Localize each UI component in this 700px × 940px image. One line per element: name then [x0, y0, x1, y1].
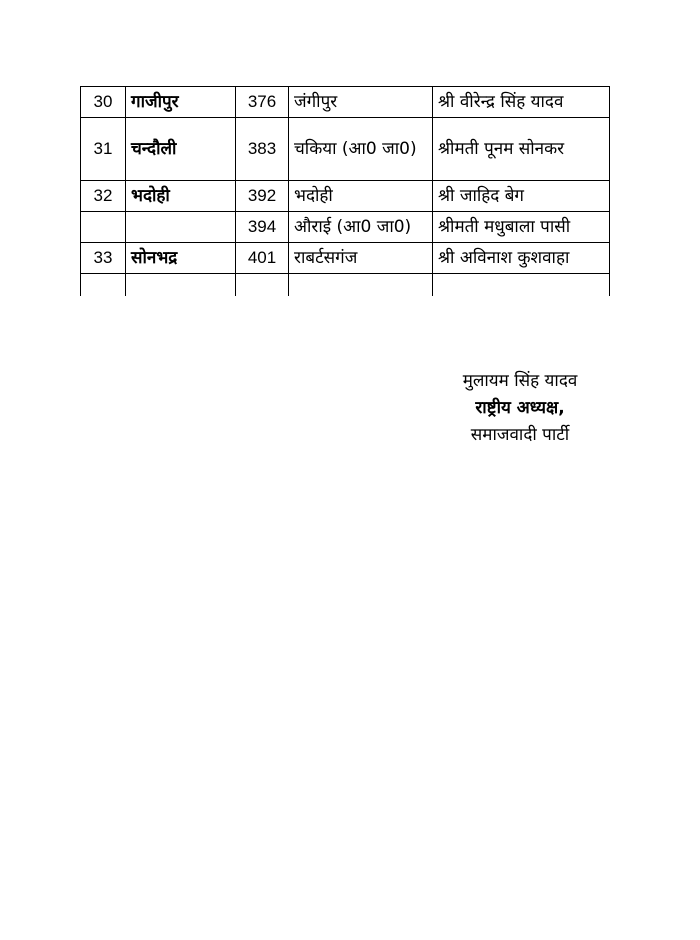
constituency-name: भदोही: [289, 181, 433, 212]
constituency-number: 401: [236, 243, 289, 274]
empty-cell: [289, 274, 433, 297]
constituency-number: 383: [236, 118, 289, 181]
district-name: चन्दौली: [126, 118, 236, 181]
constituency-name: चकिया (आ0 जा0): [289, 118, 433, 181]
constituency-name: जंगीपुर: [289, 87, 433, 118]
candidate-table: [80, 86, 610, 296]
serial-number: [81, 212, 126, 243]
table-row: [81, 212, 610, 243]
serial-number: 32: [81, 181, 126, 212]
empty-cell: [126, 274, 236, 297]
table-row: [81, 243, 610, 274]
table-row: [81, 181, 610, 212]
candidate-name: श्रीमती पूनम सोनकर: [433, 118, 610, 181]
serial-number: 33: [81, 243, 126, 274]
signature-block: [420, 368, 620, 449]
district-name: सोनभद्र: [126, 243, 236, 274]
serial-number: 31: [81, 118, 126, 181]
signatory-name: मुलायम सिंह यादव: [462, 371, 578, 391]
candidate-name: श्री अविनाश कुशवाहा: [433, 243, 610, 274]
table-row: [81, 87, 610, 118]
constituency-number: 376: [236, 87, 289, 118]
constituency-name: राबर्टसगंज: [289, 243, 433, 274]
district-name: [126, 212, 236, 243]
constituency-name: औराई (आ0 जा0): [289, 212, 433, 243]
party-name: समाजवादी पार्टी: [470, 425, 570, 445]
candidate-name: श्रीमती मधुबाला पासी: [433, 212, 610, 243]
empty-cell: [236, 274, 289, 297]
district-name: गाजीपुर: [126, 87, 236, 118]
serial-number: 30: [81, 87, 126, 118]
empty-cell: [433, 274, 610, 297]
constituency-number: 392: [236, 181, 289, 212]
district-name: भदोही: [126, 181, 236, 212]
empty-cell: [81, 274, 126, 297]
signatory-designation: राष्ट्रीय अध्यक्ष,: [475, 398, 565, 418]
table-row: [81, 118, 610, 181]
constituency-number: 394: [236, 212, 289, 243]
candidate-name: श्री जाहिद बेग: [433, 181, 610, 212]
candidate-name: श्री वीरेन्द्र सिंह यादव: [433, 87, 610, 118]
table-row-empty: [81, 274, 610, 297]
